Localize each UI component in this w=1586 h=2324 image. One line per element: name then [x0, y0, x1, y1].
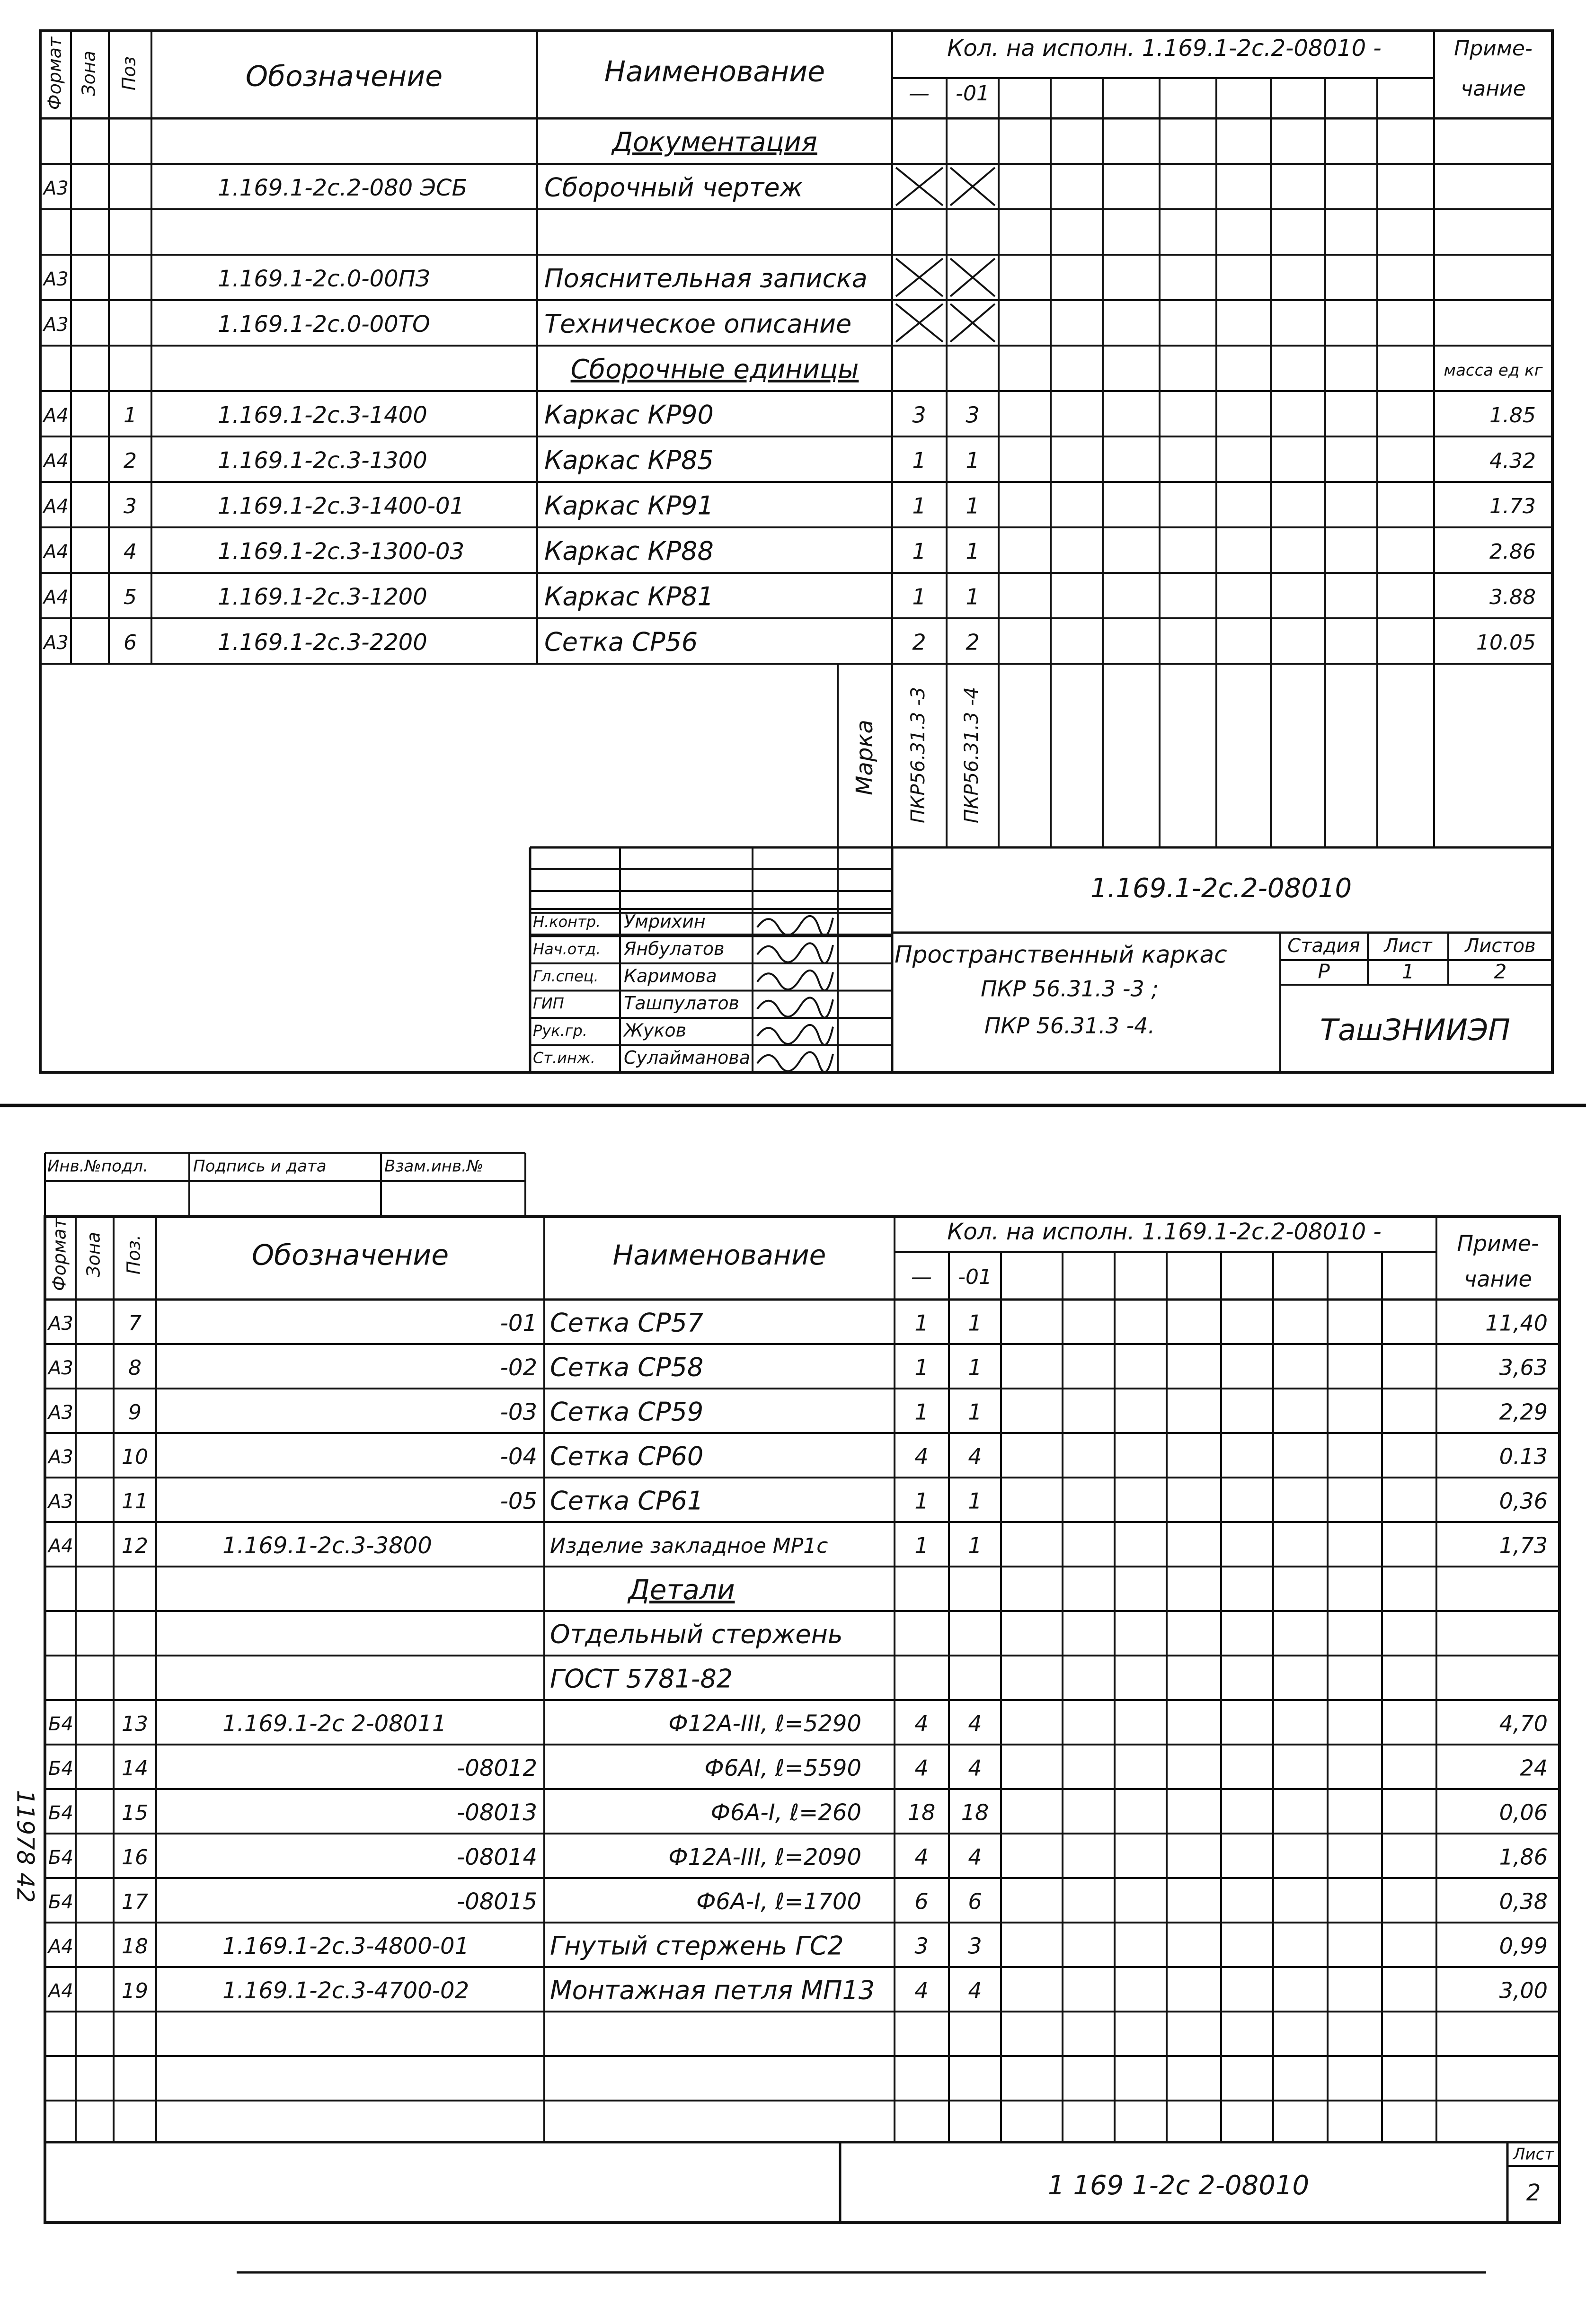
row-qty-base: 4	[914, 1977, 929, 2003]
row-note: 0,06	[1499, 1799, 1548, 1825]
stamp-sheets: 2	[1494, 960, 1507, 983]
row-pos: 7	[128, 1311, 142, 1336]
row-designation: 1.169.1-2с.3-2200	[218, 629, 427, 656]
stamp-title: Пространственный каркас	[895, 941, 1227, 969]
header-exec-base: —	[911, 1265, 932, 1289]
row-pos: 4	[124, 540, 137, 564]
row-name: Каркас КР85	[544, 445, 714, 475]
row-designation: -08014	[456, 1844, 537, 1870]
row-name: Сетка СР59	[550, 1397, 704, 1427]
header-exec-base: —	[909, 81, 930, 106]
row-name: Каркас КР91	[544, 490, 714, 521]
header-note: чание	[1464, 1266, 1532, 1292]
row-qty-base: 1	[914, 1354, 929, 1380]
header-format: Формат	[49, 1218, 70, 1291]
row-pos: 3	[124, 494, 137, 518]
row-designation: -08012	[456, 1755, 537, 1781]
row-name: Ф6АI, ℓ=5590	[704, 1755, 861, 1781]
row-name: Каркас КР90	[544, 400, 714, 430]
section-heading: Документация	[612, 127, 817, 158]
row-pos: 15	[122, 1801, 148, 1825]
header-note: чание	[1461, 77, 1526, 101]
row-format: А3	[48, 1402, 73, 1424]
row-name: Ф6А-I, ℓ=260	[710, 1799, 861, 1826]
row-designation: 1.169.1-2с.3-1200	[218, 584, 427, 610]
row-qty-base: 2	[912, 629, 926, 655]
stamp-organization: ТашЗНИИЭП	[1320, 1013, 1510, 1048]
row-qty-base: 1	[914, 1488, 929, 1514]
row-format: А3	[48, 1357, 73, 1379]
row-format: А4	[44, 450, 69, 472]
stamp-sheets-label: Листов	[1465, 935, 1536, 957]
row-designation: 1.169.1-2с.3-3800	[222, 1532, 432, 1559]
row-pos: 19	[122, 1979, 148, 2003]
header-designation: Обозначение	[251, 1238, 449, 1272]
row-note: 10.05	[1476, 631, 1536, 655]
row-format: А3	[44, 632, 69, 654]
row-pos: 17	[122, 1890, 148, 1914]
row-note: 1.85	[1489, 403, 1536, 427]
row-format: А3	[48, 1313, 73, 1335]
row-format: А4	[44, 496, 69, 517]
signature-mark	[757, 1052, 833, 1072]
specification-sheet-1	[40, 31, 1552, 1072]
marka-01: ПКР56.31.3 -4	[961, 687, 983, 823]
header-name: Наименование	[612, 1239, 826, 1272]
row-format: А3	[48, 1491, 73, 1513]
row-note: 3,00	[1499, 1977, 1548, 2003]
row-pos: 12	[122, 1534, 148, 1558]
signature-mark	[757, 997, 833, 1017]
row-qty-01: 6	[968, 1888, 982, 1914]
section-heading: Детали	[628, 1574, 735, 1606]
row-format: А4	[44, 541, 69, 563]
row-designation: 1.169.1-2с.3-1400	[218, 402, 427, 428]
side-stamp-sign: Подпись и дата	[193, 1157, 327, 1176]
row-pos: 11	[122, 1489, 148, 1514]
row-qty-base: 3	[912, 402, 926, 428]
row-note: 0,99	[1499, 1933, 1548, 1959]
row-qty-base: 1	[912, 493, 926, 519]
row-pos: 9	[128, 1400, 142, 1425]
row-pos: 13	[122, 1712, 148, 1736]
row-pos: 6	[124, 631, 137, 655]
specification-sheet-2	[12, 1153, 1560, 2272]
row-qty-01: 1	[968, 1488, 982, 1514]
row-qty-01: 1	[968, 1354, 982, 1380]
row-pos: 1	[124, 403, 137, 427]
row-pos: 16	[122, 1845, 148, 1870]
row-name: Изделие закладное МР1с	[550, 1534, 828, 1558]
row-name: Каркас КР81	[544, 581, 714, 612]
row-note: 1.73	[1489, 494, 1536, 518]
row-note: 2.86	[1489, 540, 1536, 564]
row-qty-01: 1	[966, 493, 980, 519]
row-qty-01: 4	[968, 1755, 982, 1781]
row-qty-01: 3	[968, 1933, 982, 1959]
row-qty-01: 4	[968, 1844, 982, 1870]
row-qty-base: 1	[914, 1399, 929, 1425]
row-designation: 1.169.1-2с.3-1300	[218, 447, 427, 474]
marka-base: ПКР56.31.3 -3	[907, 687, 929, 823]
row-pos: 2	[124, 449, 137, 473]
row-qty-01: 3	[966, 402, 980, 428]
row-note: 0,38	[1499, 1888, 1548, 1914]
row-name: Каркас КР88	[544, 536, 714, 566]
row-designation: 1.169.1-2с.3-4800-01	[222, 1933, 470, 1959]
row-designation: 1.169.1-2с.2-080 ЭСБ	[218, 175, 468, 201]
row-note: масса ед кг	[1444, 361, 1543, 380]
row-pos: 10	[122, 1445, 148, 1469]
stamp-title: ПКР 56.31.3 -4.	[984, 1013, 1155, 1039]
row-designation: -01	[500, 1310, 537, 1336]
row-pos: 18	[122, 1934, 148, 1959]
row-designation: 1.169.1-2с.0-00ТО	[218, 311, 430, 338]
stamp-role: ГИП	[533, 994, 564, 1013]
row-qty-01: 1	[966, 538, 980, 564]
row-qty-01: 1	[966, 584, 980, 610]
row-name: Пояснительная записка	[544, 263, 868, 294]
header-name: Наименование	[604, 55, 825, 89]
row-qty-base: 4	[914, 1710, 929, 1736]
row-note: 0,36	[1499, 1488, 1548, 1514]
row-name: Ф12А-III, ℓ=2090	[668, 1844, 861, 1870]
row-qty-base: 1	[912, 447, 926, 473]
signature-mark	[757, 971, 833, 990]
row-qty-base: 4	[914, 1755, 929, 1781]
row-name: Сетка СР60	[550, 1441, 704, 1471]
row-name: Ф6А-I, ℓ=1700	[696, 1888, 861, 1915]
stamp-sheet: 1	[1401, 960, 1415, 983]
signature-mark	[757, 916, 833, 936]
header-exec-01: -01	[958, 1265, 992, 1289]
row-designation: -02	[500, 1354, 537, 1381]
header-format: Формат	[44, 36, 65, 110]
row-format: Б4	[48, 1891, 73, 1913]
row-qty-base: 6	[914, 1888, 929, 1914]
stamp-role: Ст.инж.	[533, 1049, 595, 1067]
row-qty-base: 3	[914, 1933, 929, 1959]
row-name: Сетка СР57	[550, 1308, 704, 1338]
row-format: А4	[48, 1936, 73, 1958]
row-qty-01: 1	[968, 1310, 982, 1336]
row-qty-base: 1	[912, 538, 926, 564]
row-designation: -04	[500, 1443, 537, 1470]
row-name: Монтажная петля МП13	[550, 1975, 875, 2005]
marka-label: Марка	[851, 720, 878, 795]
stamp-code: 1.169.1-2с.2-08010	[1090, 873, 1352, 904]
header-designation: Обозначение	[245, 60, 443, 93]
row-note: 1,86	[1499, 1844, 1548, 1870]
row-designation: 1.169.1-2с.3-1400-01	[218, 493, 465, 519]
header-note: Приме-	[1454, 36, 1533, 61]
row-note: 3,63	[1499, 1354, 1548, 1380]
row-qty-01: 4	[968, 1443, 982, 1469]
row-designation: -08015	[456, 1888, 537, 1915]
stamp-stage: Р	[1318, 960, 1330, 983]
header-note: Приме-	[1457, 1230, 1539, 1256]
row-format: А4	[48, 1980, 73, 2002]
row-format: Б4	[48, 1758, 73, 1780]
header-qty: Кол. на исполн. 1.169.1-2с.2-08010 -	[947, 35, 1382, 62]
row-pos: 8	[128, 1356, 142, 1380]
header-zone: Зона	[78, 51, 99, 96]
row-designation: 1.169.1-2с.0-00ПЗ	[218, 266, 430, 292]
row-qty-01: 18	[961, 1799, 989, 1825]
row-note: 24	[1520, 1755, 1548, 1781]
row-qty-01: 1	[966, 447, 980, 473]
signature-mark	[757, 943, 833, 963]
row-qty-01: 4	[968, 1977, 982, 2003]
header-zone: Зона	[83, 1232, 104, 1277]
row-pos: 14	[122, 1756, 148, 1781]
row-name: ГОСТ 5781-82	[550, 1664, 733, 1694]
row-note: 3.88	[1489, 585, 1536, 609]
row-note: 0.13	[1499, 1443, 1548, 1469]
footer-sheet-label: Лист	[1513, 2145, 1554, 2164]
row-note: 4.32	[1489, 449, 1536, 473]
signature-mark	[757, 1025, 833, 1045]
row-designation: 1.169.1-2с.3-4700-02	[222, 1977, 470, 2004]
row-designation: -03	[500, 1399, 537, 1425]
row-qty-01: 4	[968, 1710, 982, 1736]
row-note: 1,73	[1499, 1532, 1548, 1558]
row-format: А3	[44, 268, 69, 290]
header-pos: Поз	[118, 56, 140, 91]
row-format: А4	[44, 405, 69, 427]
row-qty-01: 2	[966, 629, 980, 655]
stamp-role: Гл.спец.	[533, 967, 599, 985]
side-number: 11978 42	[11, 1790, 39, 1903]
row-qty-01: 1	[968, 1399, 982, 1425]
row-name: Сетка СР58	[550, 1352, 704, 1382]
row-format: А3	[44, 178, 69, 199]
side-stamp-vzam: Взам.инв.№	[384, 1157, 484, 1176]
stamp-role: Нач.отд.	[533, 940, 601, 958]
row-name: Сетка СР56	[544, 627, 698, 657]
row-format: А3	[44, 314, 69, 336]
row-note: 11,40	[1485, 1310, 1548, 1336]
row-qty-base: 4	[914, 1443, 929, 1469]
stamp-sheet-label: Лист	[1384, 935, 1432, 957]
row-qty-base: 1	[914, 1310, 929, 1336]
row-format: Б4	[48, 1713, 73, 1735]
row-note: 2,29	[1499, 1399, 1548, 1425]
row-note: 4,70	[1499, 1710, 1548, 1736]
row-format: А4	[44, 587, 69, 608]
stamp-person: Сулайманова	[624, 1047, 751, 1068]
row-designation: -08013	[456, 1799, 537, 1826]
row-qty-01: 1	[968, 1532, 982, 1558]
footer-code: 1 169 1-2с 2-08010	[1047, 2170, 1310, 2201]
row-name: Отдельный стержень	[550, 1619, 843, 1649]
row-name: Ф12А-III, ℓ=5290	[668, 1710, 861, 1737]
stamp-role: Н.контр.	[533, 912, 601, 931]
stamp-person: Ташпулатов	[624, 992, 739, 1014]
row-qty-base: 4	[914, 1844, 929, 1870]
stamp-role: Рук.гр.	[533, 1021, 588, 1040]
stamp-person: Умрихин	[624, 911, 706, 932]
row-qty-base: 1	[914, 1532, 929, 1558]
row-designation: 1.169.1-2с 2-08011	[222, 1710, 447, 1737]
stamp-person: Жуков	[624, 1020, 687, 1041]
row-name: Сетка СР61	[550, 1486, 704, 1516]
stamp-stage-label: Стадия	[1287, 935, 1360, 957]
row-designation: -05	[500, 1488, 537, 1514]
row-qty-base: 18	[907, 1799, 936, 1825]
stamp-person: Каримова	[624, 965, 717, 987]
header-qty: Кол. на исполн. 1.169.1-2с.2-08010 -	[947, 1219, 1382, 1245]
row-designation: 1.169.1-2с.3-1300-03	[218, 538, 465, 565]
row-format: А4	[48, 1535, 73, 1557]
row-name: Сборочный чертеж	[544, 172, 803, 203]
row-format: Б4	[48, 1802, 73, 1824]
section-heading: Сборочные единицы	[570, 354, 859, 385]
row-qty-base: 1	[912, 584, 926, 610]
stamp-title: ПКР 56.31.3 -3 ;	[981, 976, 1159, 1002]
footer-sheet: 2	[1526, 2180, 1541, 2206]
header-exec-01: -01	[956, 81, 990, 106]
row-name: Гнутый стержень ГС2	[550, 1931, 844, 1961]
row-format: Б4	[48, 1847, 73, 1869]
header-pos: Поз.	[123, 1234, 144, 1275]
stamp-person: Янбулатов	[624, 938, 725, 959]
side-stamp-inv: Инв.№подл.	[47, 1157, 148, 1176]
row-pos: 5	[124, 585, 137, 609]
row-format: А3	[48, 1446, 73, 1468]
row-name: Техническое описание	[544, 309, 852, 339]
